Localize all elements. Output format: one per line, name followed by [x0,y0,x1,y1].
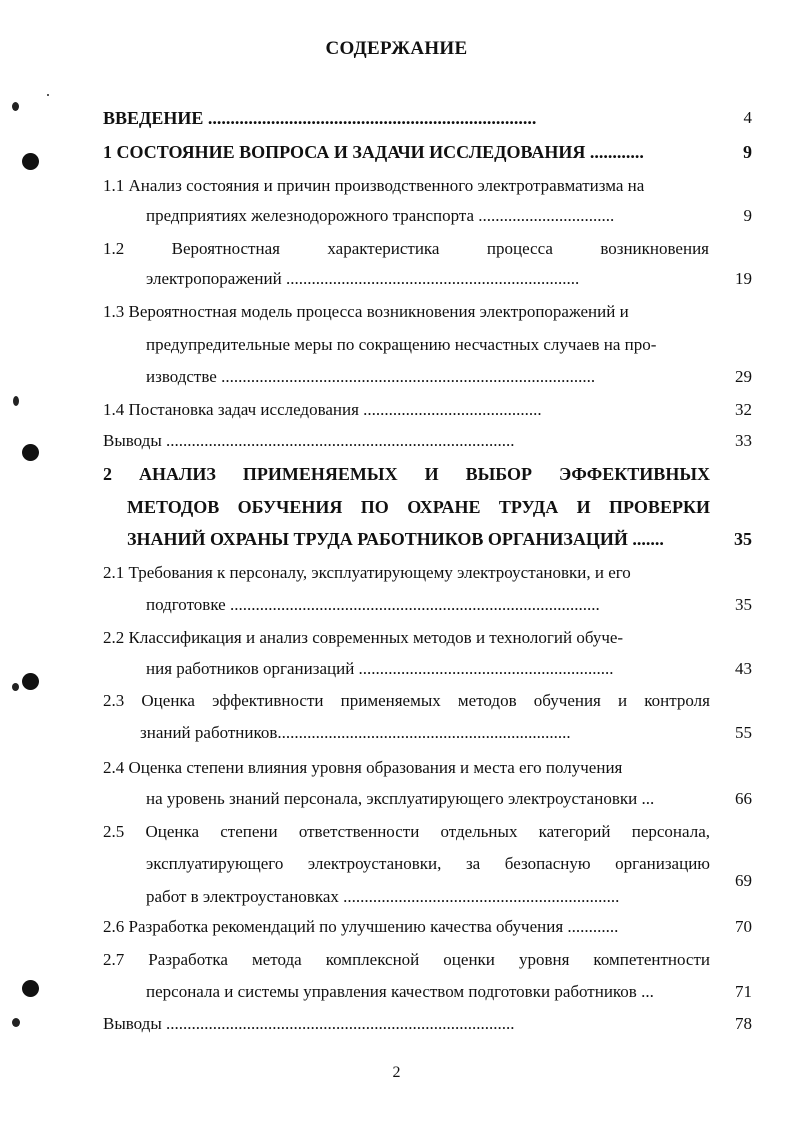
toc-entry-text: 2.7 Разработка метода комплексной оценки уровня компетентности [103,950,710,969]
toc-entry-text: 2.4 Оценка степени влияния уровня образования и места его получения [103,758,623,777]
toc-entry-text: предупредительные меры по сокращению несчастных случаев на про- [146,335,657,354]
toc-entry-page: 32 [735,400,752,419]
toc-entry-text: подготовке ....................................................................................... [146,595,600,614]
toc-entry-text: предприятиях железнодорожного транспорта ................................ [146,206,615,225]
scan-speck [13,396,19,406]
toc-entry-page: 33 [735,431,752,450]
toc-entry-page: 70 [735,917,752,936]
toc-entry-page: 55 [735,723,752,742]
toc-entry-page: 78 [735,1014,752,1033]
toc-entry-page: 9 [743,206,752,225]
toc-entry-text: работ в электроустановках ................................................................. [146,887,620,906]
toc-entry-text: знаний работников..................................................................... [140,723,571,742]
toc-entry-text: 1.1 Анализ состояния и причин производственного электротравматизма на [103,176,645,195]
scan-speck [12,1018,20,1027]
scan-speck [12,102,19,111]
toc-entry-page: 35 [734,529,752,549]
punch-hole [22,980,39,997]
toc-entry-text: 2.3 Оценка эффективности применяемых методов обучения и контроля [103,691,710,710]
toc-entry-text: эксплуатирующего электроустановки, за безопасную организацию [146,854,710,873]
toc-entry-text: 1 СОСТОЯНИЕ ВОПРОСА И ЗАДАЧИ ИССЛЕДОВАНИЯ ............ [103,142,644,162]
toc-entry-page: 19 [735,269,752,288]
toc-entry-page: 4 [743,108,752,127]
toc-entry-page: 43 [735,659,752,678]
toc-entry-text: на уровень знаний персонала, эксплуатирующего электроустановки ... [146,789,655,808]
toc-entry-text: 2.2 Классификация и анализ современных методов и технологий обуче- [103,628,624,647]
toc-entry-page: 69 [735,871,752,890]
punch-hole [22,444,39,461]
toc-entry-text: ЗНАНИЙ ОХРАНЫ ТРУДА РАБОТНИКОВ ОРГАНИЗАЦИЙ ....... [127,529,664,549]
page-number: 2 [392,1064,401,1081]
toc-entry-text: 1.3 Вероятностная модель процесса возникновения электропоражений и [103,302,629,321]
toc-entry-text: персонала и системы управления качеством подготовки работников ... [146,982,654,1001]
toc-entry-text: 2.5 Оценка степени ответственности отдельных категорий персонала, [103,822,710,841]
toc-entry-page: 29 [735,367,752,386]
punch-hole [22,153,39,170]
toc-entry-page: 71 [735,982,752,1001]
toc-entry-text: 2.6 Разработка рекомендаций по улучшению качества обучения ............ [103,917,619,936]
toc-entry-text: Выводы .................................................................................. [103,1014,515,1033]
toc-entry-text: МЕТОДОВ ОБУЧЕНИЯ ПО ОХРАНЕ ТРУДА И ПРОВЕРКИ [127,497,710,517]
scan-speck [47,94,49,96]
scan-speck [12,683,19,691]
page-title: СОДЕРЖАНИЕ [325,38,468,59]
toc-entry-text: 2.1 Требования к персоналу, эксплуатирующему электроустановки, и его [103,563,631,582]
toc-entry-text: 2 АНАЛИЗ ПРИМЕНЯЕМЫХ И ВЫБОР ЭФФЕКТИВНЫХ [103,464,710,484]
toc-entry-text: ВВЕДЕНИЕ ......................................................................... [103,108,537,128]
toc-entry-text: 1.2 Вероятностная характеристика процесса возникновения [103,239,709,258]
toc-entry-text: электропоражений ..................................................................... [146,269,580,288]
toc-entry-page: 35 [735,595,752,614]
punch-hole [22,673,39,690]
toc-entry-text: Выводы .................................................................................. [103,431,515,450]
toc-entry-text: 1.4 Постановка задач исследования .......................................... [103,400,542,419]
toc-entry-text: ния работников организаций ............................................................ [146,659,614,678]
toc-entry-text: изводстве ........................................................................................ [146,367,596,386]
toc-entry-page: 9 [743,142,752,162]
toc-entry-page: 66 [735,789,752,808]
